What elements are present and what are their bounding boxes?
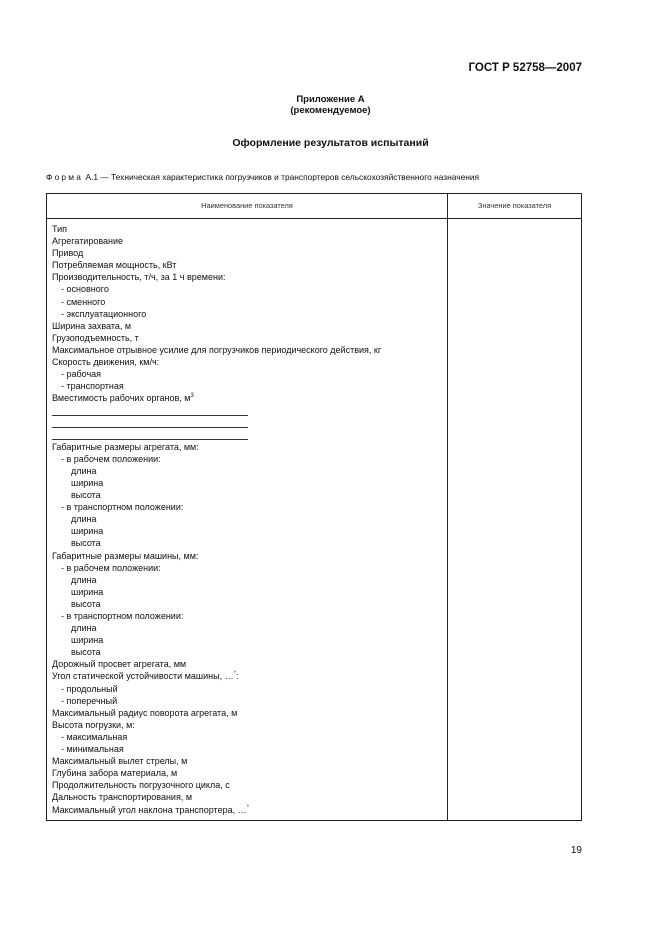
row-label: - сменного (61, 296, 106, 307)
table-row (52, 719, 442, 731)
annex-note: (рекомендуемое) (290, 105, 371, 116)
table-row (52, 356, 442, 368)
row-label: Максимальное отрывное усилие для погрузчиков периодического действия, кг (52, 344, 382, 355)
table-row (52, 441, 442, 453)
blank-entry-line (52, 439, 248, 440)
row-label: ширина (71, 477, 104, 488)
row-label: длина (71, 465, 97, 476)
column-header-name: Наименование показателя (201, 201, 293, 210)
standard-code: ГОСТ Р 52758—2007 (468, 62, 582, 74)
row-label: Глубина забора материала, м (52, 768, 178, 779)
table-row (52, 670, 442, 682)
form-caption (46, 172, 479, 182)
table-row (52, 550, 442, 562)
table-row (52, 695, 442, 707)
table-row (52, 223, 442, 235)
table-row (52, 283, 442, 295)
table-row (52, 501, 442, 513)
blank-entry-line (52, 427, 248, 428)
row-label: Продолжительность погрузочного цикла, с (52, 780, 230, 791)
row-label: - максимальная (61, 731, 128, 742)
row-label: Скорость движения, км/ч: (52, 357, 160, 368)
row-label: Потребляемая мощность, кВт (52, 260, 177, 271)
row-label: длина (71, 623, 97, 634)
table-row (52, 296, 442, 308)
table-row (52, 235, 442, 247)
table-row (52, 259, 442, 271)
row-label: Высота погрузки, м: (52, 719, 135, 730)
row-label: - эксплуатационного (61, 308, 147, 319)
table-row (52, 368, 442, 380)
table-row (52, 525, 442, 537)
table-row (52, 477, 442, 489)
row-label: ширина (71, 526, 104, 537)
row-label: Дальность транспортирования, м (52, 792, 193, 803)
table-row (52, 743, 442, 755)
blank-entry-line (52, 415, 248, 416)
row-label: Максимальный радиус поворота агрегата, м (52, 707, 238, 718)
table-row (52, 453, 442, 465)
column-header-value: Значение показателя (477, 201, 552, 210)
row-label: - минимальная (61, 744, 124, 755)
row-label: - транспортная (61, 381, 124, 392)
table-row (52, 271, 442, 283)
table-row (52, 489, 442, 501)
table-row (52, 658, 442, 670)
table-row (52, 562, 442, 574)
table-row (52, 332, 442, 344)
row-label: - продольный (61, 683, 118, 694)
row-label: высота (71, 538, 101, 549)
table-row (52, 308, 442, 320)
row-label: - основного (61, 284, 109, 295)
row-label: ширина (71, 586, 104, 597)
table-row (52, 731, 442, 743)
row-label: Вместимость рабочих органов, м (52, 393, 191, 404)
table-row (52, 513, 442, 525)
row-suffix: : (236, 671, 239, 682)
table-row (52, 586, 442, 598)
row-label: Максимальный вылет стрелы, м (52, 756, 188, 767)
table-row (52, 610, 442, 622)
row-superscript: ° (246, 804, 249, 811)
blank-entry-row (52, 404, 442, 416)
table-row (52, 767, 442, 779)
row-label: Агрегатирование (52, 236, 124, 247)
row-label: Угол статической устойчивости машины, … (52, 671, 234, 682)
table-row (52, 791, 442, 803)
table-row (52, 683, 442, 695)
row-label: Ширина захвата, м (52, 320, 132, 331)
row-label: Габаритные размеры машины, мм: (52, 550, 199, 561)
row-label: Дорожный просвет агрегата, мм (52, 659, 187, 670)
table-row (52, 344, 442, 356)
form-caption-prefix: Форма (46, 172, 84, 182)
row-label: - в транспортном положении: (61, 502, 184, 513)
blank-entry-row (52, 429, 442, 441)
row-label: Привод (52, 248, 84, 259)
table-row (52, 320, 442, 332)
table-row (52, 622, 442, 634)
blank-entry-row (52, 417, 442, 429)
row-label: высота (71, 598, 101, 609)
row-label: длина (71, 574, 97, 585)
row-label: Производительность, т/ч, за 1 ч времени: (52, 272, 226, 283)
table-row (52, 598, 442, 610)
row-label: высота (71, 490, 101, 501)
table-row (52, 392, 442, 404)
row-superscript: 3 (190, 393, 194, 400)
row-label: - в транспортном положении: (61, 611, 184, 621)
annex-title: Приложение А (296, 94, 365, 105)
row-label: - рабочая (61, 369, 102, 380)
row-label: ширина (71, 635, 104, 646)
page-number: 19 (570, 845, 582, 856)
table-row (52, 707, 442, 719)
table-row (52, 537, 442, 549)
table-row (52, 755, 442, 767)
characteristics-table (46, 193, 582, 821)
table-row (52, 465, 442, 477)
table-row (52, 804, 442, 816)
table-row (52, 574, 442, 586)
row-label: Тип (52, 224, 68, 234)
table-header (47, 194, 581, 219)
table-row (52, 247, 442, 259)
row-label: Максимальный угол наклона транспортера, … (52, 804, 247, 815)
row-superscript: ° (233, 671, 236, 678)
table-row (52, 380, 442, 392)
table-row (52, 646, 442, 658)
table-row (52, 779, 442, 791)
table-rows (52, 223, 442, 816)
table-row (52, 634, 442, 646)
row-label: длина (71, 514, 97, 525)
section-title: Оформление результатов испытаний (232, 137, 429, 149)
row-label: - в рабочем положении: (61, 453, 161, 464)
row-label: - в рабочем положении: (61, 562, 161, 573)
row-label: - поперечный (61, 695, 118, 706)
column-divider (447, 194, 448, 820)
row-label: Габаритные размеры агрегата, мм: (52, 441, 199, 452)
row-label: высота (71, 647, 101, 658)
row-label: Грузоподъемность, т (52, 332, 139, 343)
form-caption-text: А.1 — Техническая характеристика погрузчиков и транспортеров сельскохозяйственного назначения (85, 172, 480, 182)
